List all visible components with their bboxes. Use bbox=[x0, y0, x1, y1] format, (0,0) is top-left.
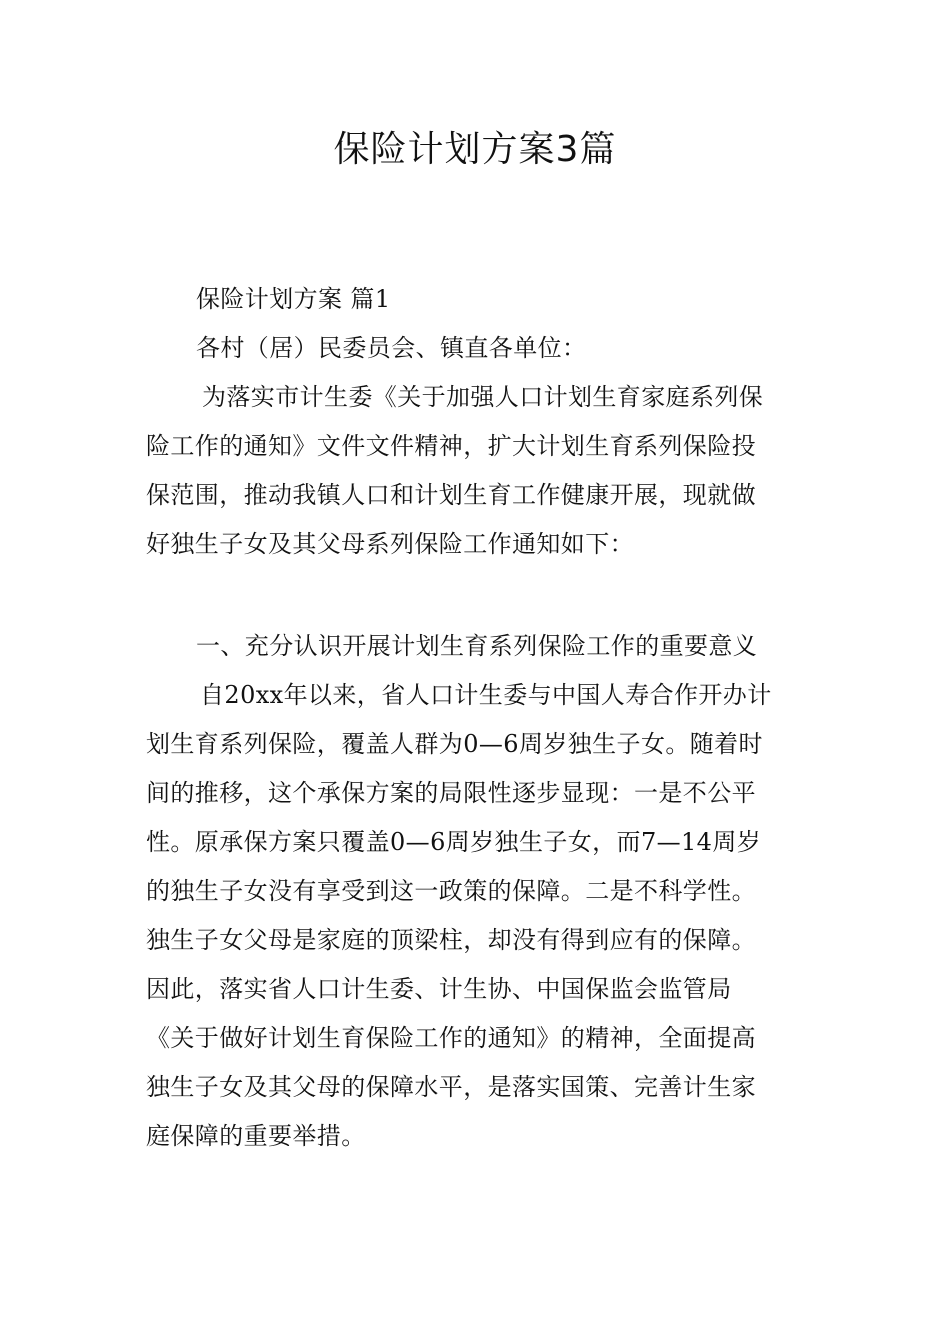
paragraph-line: 为落实市计生委《关于加强人口计划生育家庭系列保 bbox=[202, 383, 764, 411]
paragraph-line: 好独生子女及其父母系列保险工作通知如下： bbox=[146, 530, 634, 558]
paragraph-line: 划生育系列保险，覆盖人群为0—6周岁独生子女。随着时 bbox=[146, 730, 763, 758]
paragraph-line: 险工作的通知》文件文件精神，扩大计划生育系列保险投 bbox=[146, 432, 756, 460]
salutation: 各村（居）民委员会、镇直各单位： bbox=[196, 334, 587, 362]
paragraph-line: 独生子女及其父母的保障水平，是落实国策、完善计生家 bbox=[146, 1073, 756, 1101]
paragraph-line: 保范围，推动我镇人口和计划生育工作健康开展，现就做 bbox=[146, 481, 756, 509]
paragraph-line: 独生子女父母是家庭的顶梁柱，却没有得到应有的保障。 bbox=[146, 926, 756, 954]
paragraph-line: 自20xx年以来，省人口计生委与中国人寿合作开办计 bbox=[200, 681, 772, 709]
section-1-intro bbox=[146, 275, 806, 569]
subsection-heading: 一、充分认识开展计划生育系列保险工作的重要意义 bbox=[196, 632, 758, 660]
paragraph-line: 庭保障的重要举措。 bbox=[146, 1122, 366, 1150]
section-heading: 保险计划方案 篇1 bbox=[196, 285, 391, 313]
paragraph-line: 间的推移，这个承保方案的局限性逐步显现：一是不公平 bbox=[146, 779, 756, 807]
section-1-part-1 bbox=[146, 622, 806, 1161]
paragraph-line: 性。原承保方案只覆盖0—6周岁独生子女，而7—14周岁 bbox=[146, 828, 762, 856]
paragraph-line: 因此，落实省人口计生委、计生协、中国保监会监管局 bbox=[146, 975, 732, 1003]
paragraph-line: 《关于做好计划生育保险工作的通知》的精神，全面提高 bbox=[146, 1024, 756, 1052]
paragraph-line: 的独生子女没有享受到这一政策的保障。二是不科学性。 bbox=[146, 877, 756, 905]
document-title: 保险计划方案3篇 bbox=[333, 129, 617, 170]
